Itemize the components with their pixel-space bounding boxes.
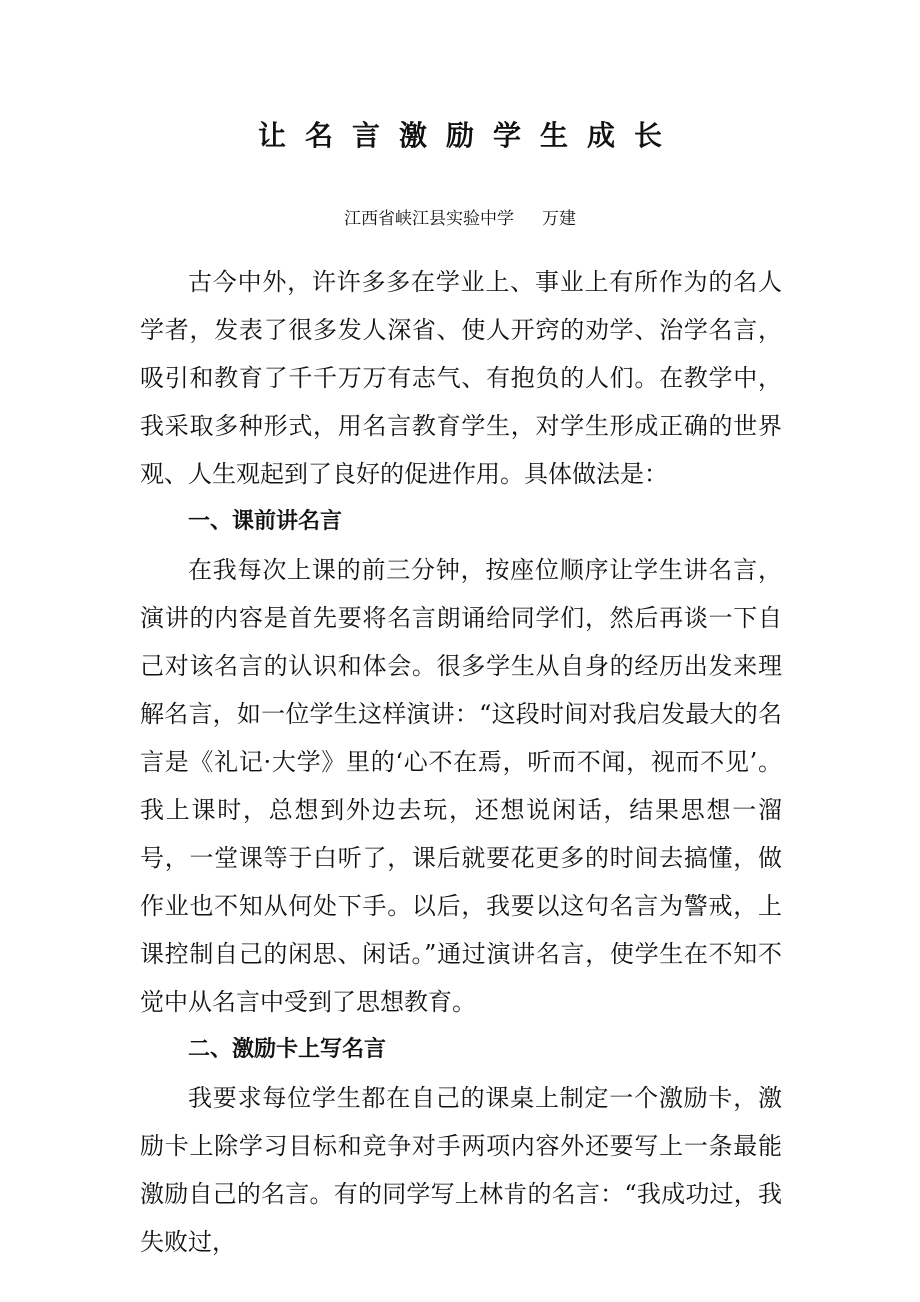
author-school: 江西省峡江县实验中学 bbox=[344, 209, 514, 229]
document-body bbox=[140, 258, 782, 1266]
intro-paragraph: 古今中外，许许多多在学业上、事业上有所作为的名人学者，发表了很多发人深省、使人开窍的劝学、治学名言，吸引和教育了千千万万有志气、有抱负的人们。在教学中，我采取多种形式，用名言教育学生，对学生形成正确的世界观、人生观起到了良好的促进作用。具体做法是： bbox=[140, 268, 782, 488]
section-2-paragraph: 我要求每位学生都在自己的课桌上制定一个激励卡，激励卡上除学习目标和竞争对手两项内容外还要写上一条最能激励自己的名言。有的同学写上林肯的名言：“我成功过，我失败过， bbox=[140, 1084, 782, 1256]
section-heading-1: 一、课前讲名言 bbox=[188, 509, 343, 534]
section-heading-2: 二、激励卡上写名言 bbox=[188, 1037, 387, 1062]
author-line bbox=[0, 204, 920, 234]
section-1-paragraph: 在我每次上课的前三分钟，按座位顺序让学生讲名言，演讲的内容是首先要将名言朗诵给同学们，然后再谈一下自己对该名言的认识和体会。很多学生从自身的经历出发来理解名言，如一位学生这样演讲：“这段时间对我启发最大的名言是《礼记·大学》里的‘心不在焉，听而不闻，视而不见’。我上课时，总想到外边去玩，还想说闲话，结果思想一溜号，一堂课等于白听了，课后就要花更多的时间去搞懂，做作业也不知从何处下手。以后，我要以这句名言为警戒，上课控制自己的闲思、闲话。”通过演讲名言，使学生在不知不觉中从名言中受到了思想教育。 bbox=[140, 556, 782, 1016]
author-name: 万建 bbox=[542, 209, 576, 229]
document-title: 让名言激励学生成长 bbox=[257, 119, 681, 152]
